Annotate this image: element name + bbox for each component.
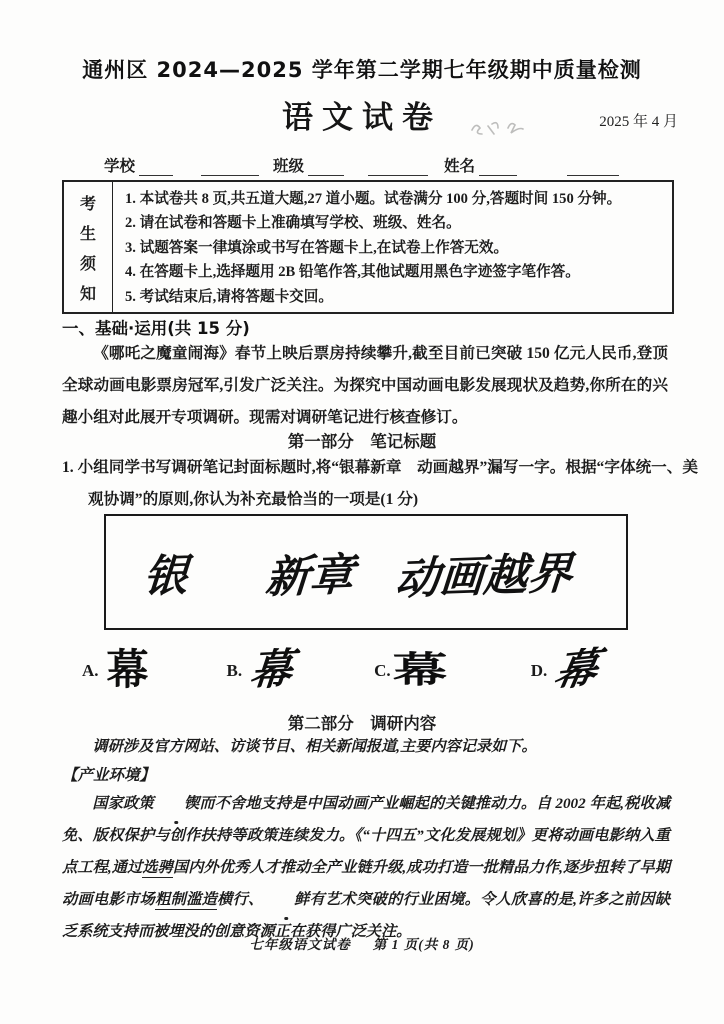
class-label: 班级 [273, 158, 305, 175]
question-1-options [78, 636, 638, 706]
notice-char: 考 [79, 193, 96, 213]
option-c-letter: C. [374, 661, 391, 680]
student-info-row [104, 150, 664, 176]
footer-paper-name: 七年级语文试卷 [249, 937, 351, 952]
name-label: 姓名 [444, 158, 476, 175]
notice-item: 3. 试题答案一律填涂或书写在答题卡上,在试卷上作答无效。 [125, 239, 509, 256]
option-b-letter: B. [226, 661, 243, 680]
industry-environment-label: 【产业环境】 [62, 767, 156, 784]
notice-item: 2. 请在试卷和答题卡上准确填写学校、班级、姓名。 [125, 215, 461, 232]
industry-paragraph [62, 788, 670, 948]
option-b [226, 646, 295, 696]
underlined-word: 粗制滥造 [155, 891, 218, 908]
exam-title: 通州区 2024—2025 学年第二学期七年级期中质量检测 [82, 58, 642, 82]
page-footer [0, 933, 724, 953]
option-c [374, 650, 448, 692]
part1-heading: 第一部分 笔记标题 [287, 432, 437, 451]
notice-item: 1. 本试卷共 8 页,共五道大题,27 道小题。试卷满分 100 分,答题时间 150 分钟。 [125, 190, 622, 207]
para-seg: 有艺术突破的行业困境。令人欣喜的是,许多之前因缺乏系统支持而被埋没的创意资源正在获得广泛关注。 [62, 891, 671, 940]
name-blank [479, 159, 517, 176]
handwritten-title [106, 540, 626, 604]
school-label: 学校 [104, 158, 136, 175]
examinee-notice-box [62, 180, 674, 314]
para-seg: 国内外优秀人才推动全产业链升级,成功打造一批精品力作,逐步扭转了早期动画电影市场 [62, 859, 671, 908]
para-seg: 而不舍地支持是中国动画产业崛起的关键推动力。自 2002 年起,税收减免、版权保护与创作扶持等政策连续发力。《“十四五”文化发展规划》更将动画电影纳入重点工程,通过 [62, 795, 671, 876]
intro-paragraph: 《哪吒之魔童闹海》春节上映后票房持续攀升,截至目前已突破 150 亿元人民币,登顶全球动画电影票房冠军,引发广泛关注。为探究中国动画电影发展现状及趋势,你所在的兴趣小组对此展开专项调研。现需对调研笔记进行核查修订。 [62, 345, 668, 426]
notice-char: 生 [79, 223, 96, 243]
notice-item: 4. 在答题卡上,选择题用 2B 铅笔作答,其他试题用黑色字迹签字笔作答。 [125, 264, 580, 281]
option-d-calligraphy-glyph: 幕 [550, 645, 602, 697]
subject-title: 语文试卷 [282, 100, 442, 135]
para-seg: 国家政策 [92, 795, 154, 812]
question-1: 1. 小组同学书写调研笔记封面标题时,将“银幕新章 动画越界”漏写一字。根据“字体统一、美观协调”的原则,你认为补充最恰当的一项是(1 分) [62, 459, 698, 508]
underlined-word: 选骋 [142, 859, 173, 876]
name-blank-2 [567, 159, 619, 176]
option-a [82, 650, 149, 692]
handwritten-title-box [104, 514, 628, 630]
part2-heading: 第二部分 调研内容 [287, 714, 437, 733]
option-d-letter: D. [530, 661, 548, 680]
class-blank [308, 159, 344, 176]
school-blank-2 [201, 159, 259, 176]
para-seg: 横行、 [217, 891, 264, 908]
handwritten-seg3: 动画越界 [393, 547, 574, 606]
dotted-character: 锲 [154, 788, 200, 820]
dotted-character: 鲜 [264, 884, 310, 916]
notice-char: 知 [79, 283, 96, 303]
survey-scope-line: 调研涉及官方网站、访谈节目、相关新闻报道,主要内容记录如下。 [92, 738, 537, 755]
option-b-calligraphy-glyph: 幕 [247, 646, 295, 696]
class-blank-2 [368, 159, 428, 176]
option-d [530, 645, 602, 697]
option-a-letter: A. [82, 661, 99, 680]
paper-date: 2025 年 4 月 [599, 114, 678, 130]
notice-item: 5. 考试结束后,请将答题卡交回。 [125, 288, 333, 305]
handwritten-seg1: 银 [141, 550, 190, 603]
footer-page-indicator: 第 1 页(共 8 页) [372, 937, 475, 952]
section1-heading: 一、基础·运用(共 15 分) [62, 319, 250, 338]
school-blank [139, 159, 173, 176]
option-a-calligraphy-glyph: 幕 [106, 648, 149, 694]
notice-items [113, 182, 672, 312]
option-c-calligraphy-glyph: 幕 [392, 651, 448, 691]
handwritten-scribble [468, 116, 532, 142]
notice-char: 须 [79, 253, 96, 273]
notice-side-label [64, 182, 113, 312]
handwritten-seg2: 新章 [263, 549, 356, 604]
